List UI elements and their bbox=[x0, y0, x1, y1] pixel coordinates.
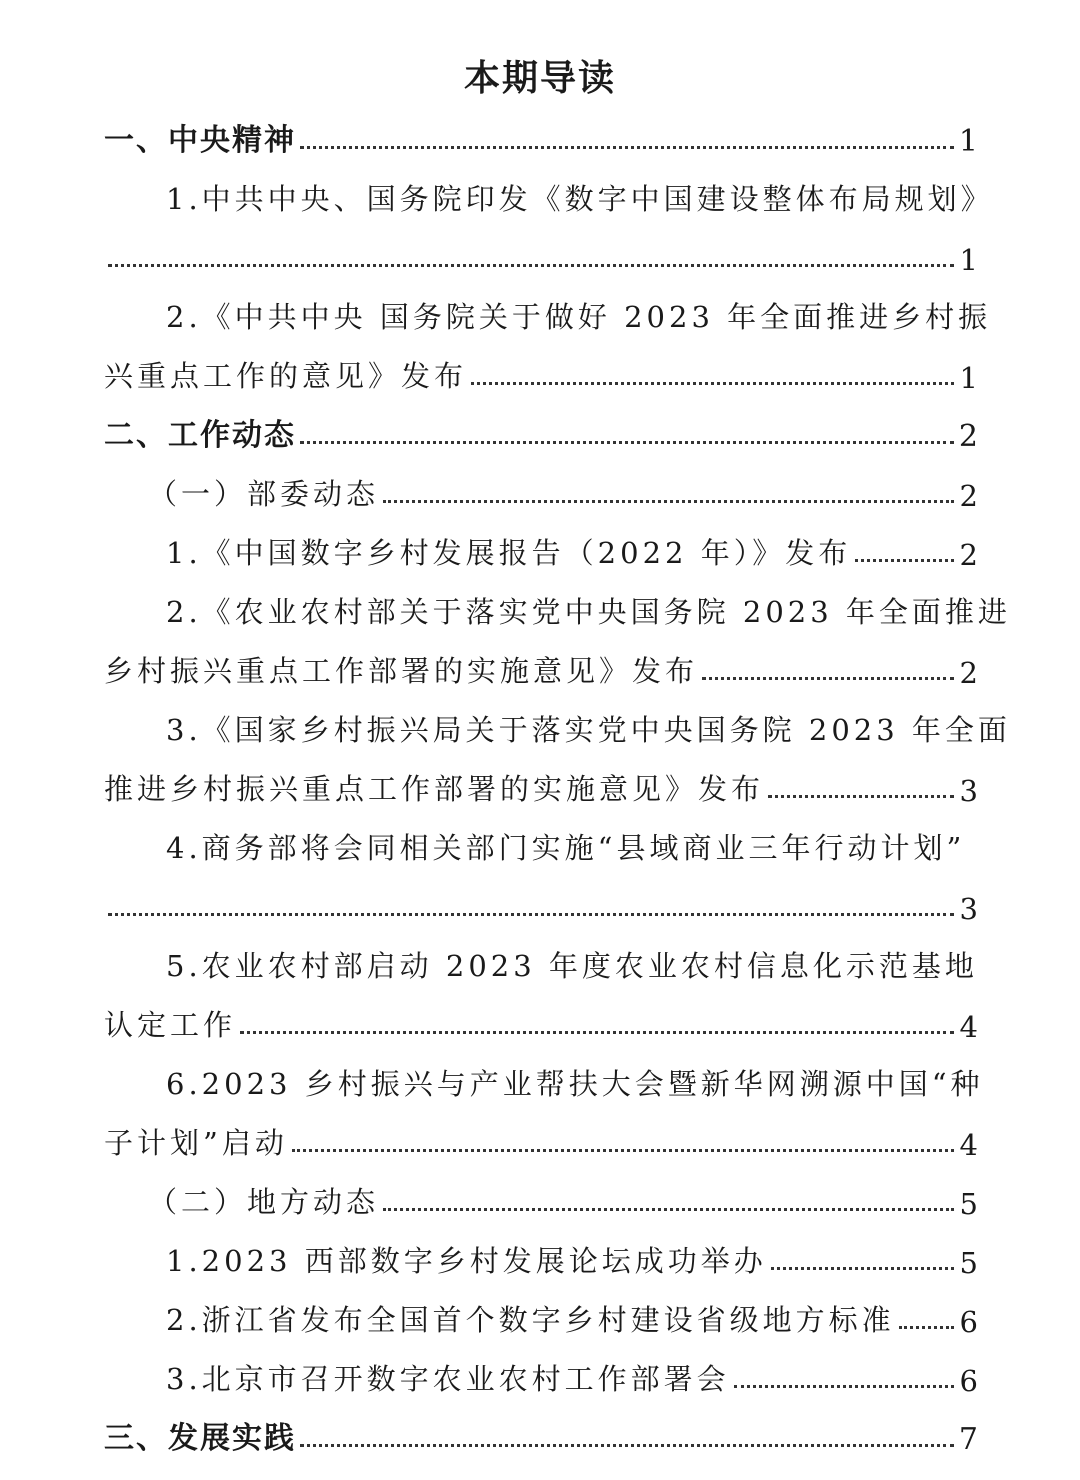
leader-dots bbox=[471, 382, 954, 385]
toc-entry-11[interactable] bbox=[104, 1343, 978, 1402]
toc-label: 2.浙江省发布全国首个数字乡村建设省级地方标准 bbox=[166, 1303, 895, 1337]
toc-label: 2.《农业农村部关于落实党中央国务院 2023 年全面推进 bbox=[166, 595, 1011, 629]
toc-entry-4-line1[interactable] bbox=[104, 576, 1011, 635]
page-title: 本期导读 bbox=[463, 58, 616, 99]
toc-page-number: 4 bbox=[959, 1010, 978, 1044]
toc-label: 二、工作动态 bbox=[104, 418, 296, 453]
toc-entry-6-line1[interactable] bbox=[104, 812, 978, 871]
leader-dots bbox=[240, 1031, 954, 1034]
toc-page-number: 1 bbox=[959, 243, 978, 277]
leader-dots bbox=[771, 1267, 954, 1270]
toc-entry-9[interactable] bbox=[104, 1225, 978, 1284]
toc-entry-1-line2[interactable] bbox=[104, 222, 978, 281]
toc-entry-8-line1[interactable] bbox=[104, 1048, 984, 1107]
leader-dots bbox=[300, 1444, 954, 1447]
toc-entry-7-line1[interactable] bbox=[104, 930, 978, 989]
leader-dots bbox=[702, 677, 954, 680]
toc-label: 3.《国家乡村振兴局关于落实党中央国务院 2023 年全面 bbox=[166, 713, 1011, 747]
toc-page-number: 5 bbox=[959, 1246, 978, 1280]
toc-entry-7-line2[interactable] bbox=[104, 989, 978, 1048]
leader-dots bbox=[108, 913, 954, 916]
toc-label: 兴重点工作的意见》发布 bbox=[104, 359, 468, 393]
toc-page-number: 2 bbox=[959, 538, 978, 572]
toc-label: 乡村振兴重点工作部署的实施意见》发布 bbox=[104, 654, 699, 688]
toc-entry-8-line2[interactable] bbox=[104, 1107, 978, 1166]
toc-page-number: 7 bbox=[958, 1422, 978, 1457]
leader-dots bbox=[768, 795, 954, 798]
toc-page-number: 1 bbox=[959, 361, 978, 395]
toc-label: 子计划”启动 bbox=[104, 1126, 288, 1160]
toc-label: 1.2023 西部数字乡村发展论坛成功举办 bbox=[166, 1244, 767, 1278]
toc-entry-10[interactable] bbox=[104, 1284, 978, 1343]
leader-dots bbox=[383, 1208, 954, 1211]
toc-label: 1.《中国数字乡村发展报告（2022 年）》发布 bbox=[166, 536, 852, 570]
toc-label: 三、发展实践 bbox=[104, 1421, 296, 1456]
toc-entry-5-line1[interactable] bbox=[104, 694, 1011, 753]
toc-section-1[interactable] bbox=[104, 104, 978, 163]
table-of-contents bbox=[104, 104, 1011, 1461]
toc-label: 一、中央精神 bbox=[104, 123, 296, 158]
leader-dots bbox=[300, 441, 954, 444]
toc-label: 推进乡村振兴重点工作部署的实施意见》发布 bbox=[104, 772, 765, 806]
toc-page-number: 6 bbox=[959, 1305, 978, 1339]
toc-entry-2-line2[interactable] bbox=[104, 340, 978, 399]
toc-label: （二）地方动态 bbox=[148, 1185, 380, 1219]
toc-page-number: 2 bbox=[958, 419, 978, 454]
leader-dots bbox=[855, 559, 954, 562]
toc-entry-1-line1[interactable] bbox=[104, 163, 994, 222]
leader-dots bbox=[300, 146, 954, 149]
leader-dots bbox=[734, 1385, 954, 1388]
toc-label: 2.《中共中央 国务院关于做好 2023 年全面推进乡村振 bbox=[166, 300, 992, 334]
toc-entry-5-line2[interactable] bbox=[104, 753, 978, 812]
toc-entry-2-line1[interactable] bbox=[104, 281, 992, 340]
leader-dots bbox=[899, 1326, 954, 1329]
toc-entry-3[interactable] bbox=[104, 517, 978, 576]
toc-entry-6-line2[interactable] bbox=[104, 871, 978, 930]
toc-page-number: 3 bbox=[959, 892, 978, 926]
leader-dots bbox=[383, 500, 954, 503]
toc-page-number: 6 bbox=[959, 1364, 978, 1398]
toc-page-number: 2 bbox=[959, 656, 978, 690]
toc-label: 3.北京市召开数字农业农村工作部署会 bbox=[166, 1362, 730, 1396]
toc-label: 1.中共中央、国务院印发《数字中国建设整体布局规划》 bbox=[166, 182, 994, 216]
toc-label: 5.农业农村部启动 2023 年度农业农村信息化示范基地 bbox=[166, 949, 978, 983]
toc-page-number: 1 bbox=[958, 124, 978, 159]
toc-section-3[interactable] bbox=[104, 1402, 978, 1461]
toc-page-number: 4 bbox=[959, 1128, 978, 1162]
toc-subsection-1[interactable] bbox=[104, 458, 978, 517]
toc-label: （一）部委动态 bbox=[148, 477, 380, 511]
toc-label: 认定工作 bbox=[104, 1008, 237, 1042]
leader-dots bbox=[292, 1149, 954, 1152]
toc-entry-4-line2[interactable] bbox=[104, 635, 978, 694]
toc-label: 4.商务部将会同相关部门实施“县域商业三年行动计划” bbox=[166, 831, 966, 865]
toc-label: 6.2023 乡村振兴与产业帮扶大会暨新华网溯源中国“种 bbox=[166, 1067, 984, 1101]
toc-page-number: 5 bbox=[959, 1187, 978, 1221]
toc-page-number: 3 bbox=[959, 774, 978, 808]
toc-section-2[interactable] bbox=[104, 399, 978, 458]
toc-subsection-2[interactable] bbox=[104, 1166, 978, 1225]
leader-dots bbox=[108, 264, 954, 267]
toc-page-number: 2 bbox=[959, 479, 978, 513]
